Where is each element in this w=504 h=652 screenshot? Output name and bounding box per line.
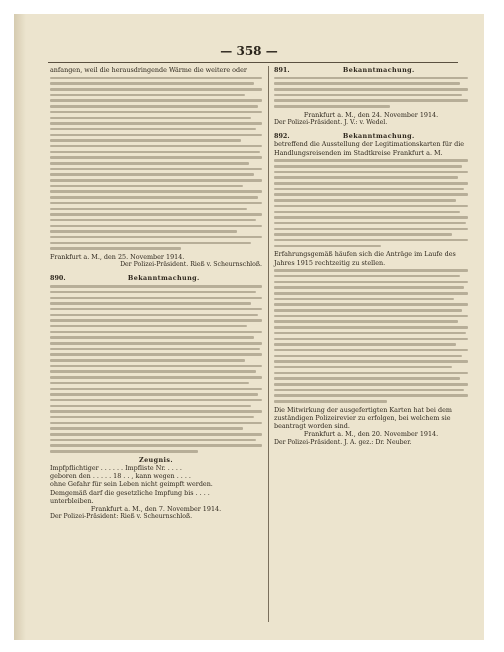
form-line-1: Impfpflichtiger . . . . . . Impfliste Nr. . . . . xyxy=(50,463,182,472)
notice-892-header xyxy=(274,132,468,140)
page-number: — 358 — xyxy=(220,44,278,58)
notice-892-text-2 xyxy=(274,269,468,402)
left-opening-line: anfangen, weil die herausdringende Wärme die weitere oder xyxy=(50,66,247,74)
notice-891-number: 891. xyxy=(274,66,290,74)
notice-891-heading: Bekanntmachung. xyxy=(342,66,415,74)
notice-892-number: 892. xyxy=(274,132,290,141)
form-line-4: Demgemäß darf die gesetzliche Impfung bis . . . . xyxy=(50,488,210,497)
notice-890-text xyxy=(50,285,262,452)
form-line-5: unterbleiben. xyxy=(50,496,94,505)
notice-892-heading: Bekanntmachung. xyxy=(342,132,415,141)
form-heading: Zeugnis. xyxy=(139,455,173,464)
left-signoff-sender: Der Polizei-Präsident. Rieß v. Scheurnschloß. xyxy=(120,261,262,269)
notice-890-header xyxy=(50,274,262,282)
notice-891-place-date: Frankfurt a. M., den 24. November 1914. xyxy=(303,110,439,119)
right-column xyxy=(274,66,468,447)
form-line-2: geboren den . . . . . 18 . . , kann wegen . . . . xyxy=(50,472,191,481)
notice-892-sender: Der Polizei-Präsident. J. A. gez.: Dr. Neuber. xyxy=(274,438,412,446)
left-signoff-2-sender: Der Polizei-Präsident: Rieß v. Scheurnschloß. xyxy=(50,513,193,521)
notice-890-heading: Bekanntmachung. xyxy=(127,274,200,283)
notice-892-subject: betreffend die Ausstellung der Legitimationskarten für die Handlungsreisenden im Stadtkreise Frankfurt a. M. xyxy=(274,140,465,157)
left-signoff-2-place-date: Frankfurt a. M., den 7. November 1914. xyxy=(90,504,222,513)
form-line-3: ohne Gefahr für sein Leben nicht geimpft werden. xyxy=(50,480,213,489)
notice-891-text xyxy=(274,77,468,108)
notice-892-paragraph-mid: Erfahrungsgemäß häufen sich die Anträge im Laufe des Jahres 1915 rechtzeitig zu stellen. xyxy=(274,250,456,267)
left-column xyxy=(50,66,262,521)
notice-892-paragraph-bottom: Die Mitwirkung der ausgefertigten Karten hat bei dem zuständigen Polizeirevier zu erfolgen, bei welchem sie beantragt worden sind. xyxy=(274,405,452,431)
column-divider xyxy=(268,66,269,622)
left-signoff-place-date: Frankfurt a. M., den 25. November 1914. xyxy=(50,253,185,262)
left-text-block xyxy=(50,77,262,250)
page-edge-shadow xyxy=(14,14,26,640)
gazette-page xyxy=(14,14,484,640)
header-rule xyxy=(48,62,458,63)
notice-891-sender: Der Polizei-Präsident. J. V.: v. Wedel. xyxy=(274,119,388,127)
notice-892-text-1 xyxy=(274,159,468,247)
notice-890-number: 890. xyxy=(50,274,66,283)
notice-892-place-date: Frankfurt a. M., den 20. November 1914. xyxy=(303,430,439,439)
notice-891-header xyxy=(274,66,468,74)
